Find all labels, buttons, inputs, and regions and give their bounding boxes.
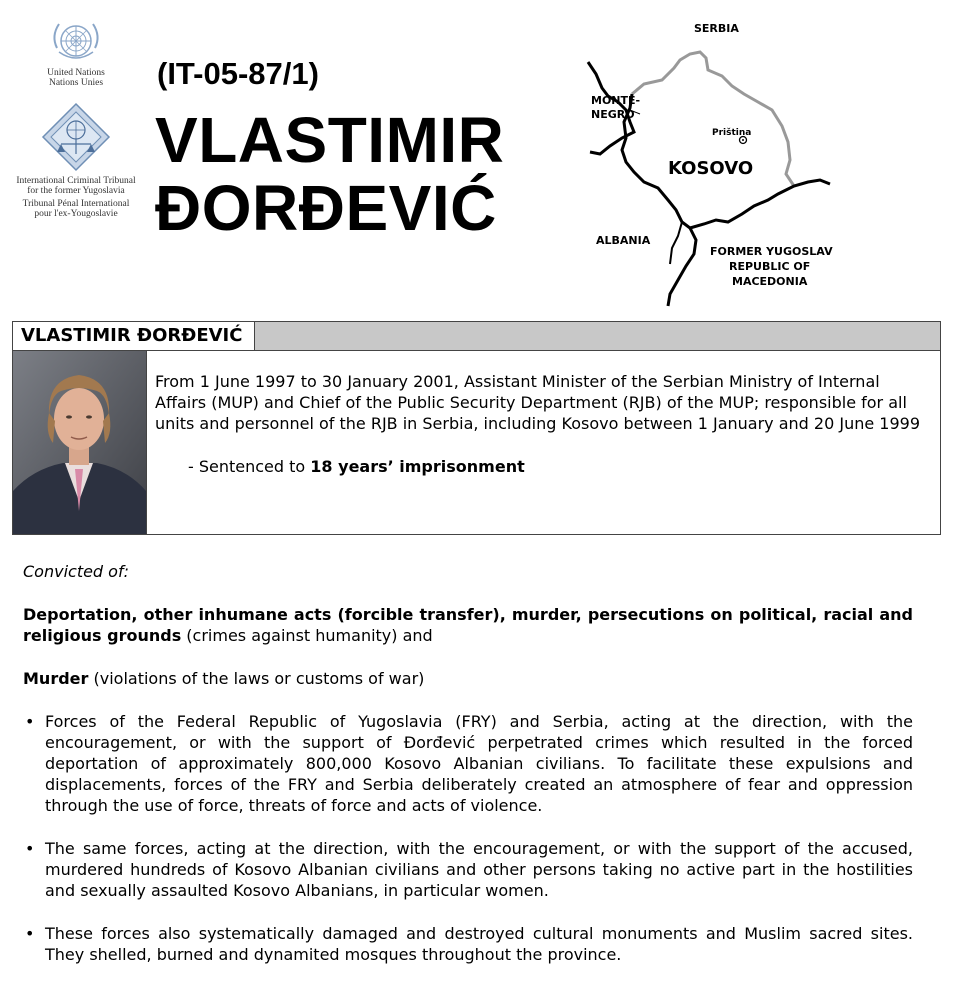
map-label-kosovo: KOSOVO xyxy=(668,158,754,179)
war-crimes xyxy=(23,668,913,689)
icty-logo-line: International Criminal Tribunal xyxy=(16,176,136,186)
title-line: ĐORĐEVIĆ xyxy=(155,172,497,244)
list-item-text: The same forces, acting at the direction, with the encouragement, or with the support of the accused, murdered hundreds of Kosovo Albanian civilians and other persons taking no active part in the hostilities and sexually assaulted Kosovo Albanians, in particular women. xyxy=(45,839,913,900)
macedonia-border xyxy=(690,180,830,228)
list-item-text: Forces of the Federal Republic of Yugoslavia (FRY) and Serbia, acting at the direction, with the encouragement, or with the support of Đorđević perpetrated crimes which resulted in the forced deportation of approximately 800,000 Kosovo Albanian civilians. To facilitate these expulsions and displacements, forces of the FRY and Serbia deliberately created an atmosphere of fear and oppression through the use of force, threats of force and acts of violence. xyxy=(45,712,913,815)
page-title xyxy=(155,106,504,242)
case-number: (IT-05-87/1) xyxy=(157,56,319,91)
icty-emblem-icon xyxy=(41,102,111,172)
bullet-icon: • xyxy=(25,712,35,731)
convictions-section xyxy=(23,561,913,987)
map-label-montenegro: NEGRO xyxy=(591,108,635,121)
un-logo-text xyxy=(8,68,144,88)
albania-border xyxy=(670,222,682,264)
list-item-text: These forces also systematically damaged and destroyed cultural monuments and Muslim sacred sites. They shelled, burned and dynamited mosques throughout the province. xyxy=(45,924,913,964)
list-item xyxy=(23,838,913,901)
kosovo-map xyxy=(582,14,842,314)
profile-header xyxy=(13,322,940,351)
murder-category: (violations of the laws or customs of war) xyxy=(88,669,425,688)
map-label-albania: ALBANIA xyxy=(596,234,651,247)
map-label-macedonia: MACEDONIA xyxy=(732,275,808,288)
bullet-icon: • xyxy=(25,924,35,943)
profile-box xyxy=(12,321,941,535)
title-line: VLASTIMIR xyxy=(155,104,505,176)
icty-logo-line: for the former Yugoslavia xyxy=(27,186,125,196)
icty-logo-text-en xyxy=(8,176,144,196)
map-label-montenegro: MONTE- xyxy=(591,94,641,107)
bullet-icon: • xyxy=(25,839,35,858)
icty-logo-line: pour l'ex-Yougoslavie xyxy=(34,209,118,219)
un-logo-line: Nations Unies xyxy=(48,78,104,88)
sentence-term: 18 years’ imprisonment xyxy=(310,457,525,476)
icty-logo-text-fr xyxy=(8,199,144,219)
list-item xyxy=(23,711,913,816)
map-label-macedonia: REPUBLIC OF xyxy=(729,260,811,273)
logo-block xyxy=(8,18,144,219)
list-item xyxy=(23,923,913,965)
icty-logo-line: Tribunal Pénal International xyxy=(22,199,130,209)
findings-list xyxy=(23,711,913,965)
convictions-heading: Convicted of: xyxy=(23,562,129,581)
profile-text xyxy=(155,371,933,477)
crimes-list: Deportation, other inhumane acts (forcible transfer), murder, persecutions on political, racial and religious grounds xyxy=(23,605,913,645)
un-logo-line: United Nations xyxy=(47,68,105,78)
profile-description: From 1 June 1997 to 30 January 2001, Assistant Minister of the Serbian Ministry of Internal Affairs (MUP) and Chief of the Public Security Department (RJB) of the MUP; responsible for all units and personnel of the RJB in Serbia, including Kosovo between 1 January and 20 June 1999 xyxy=(155,372,921,433)
un-emblem-icon xyxy=(45,18,107,68)
murder-label: Murder xyxy=(23,669,89,688)
sentence-line xyxy=(155,456,933,477)
profile-name: VLASTIMIR ĐORĐEVIĆ xyxy=(13,322,255,350)
crimes-against-humanity xyxy=(23,604,913,646)
map-label-macedonia: FORMER YUGOSLAV xyxy=(710,245,833,258)
map-label-serbia: SERBIA xyxy=(694,22,739,35)
portrait-photo xyxy=(13,351,147,534)
sentence-prefix: - Sentenced to xyxy=(188,457,311,476)
map-label-pristina: Priština xyxy=(712,128,752,138)
crimes-category: (crimes against humanity) and xyxy=(181,626,433,645)
